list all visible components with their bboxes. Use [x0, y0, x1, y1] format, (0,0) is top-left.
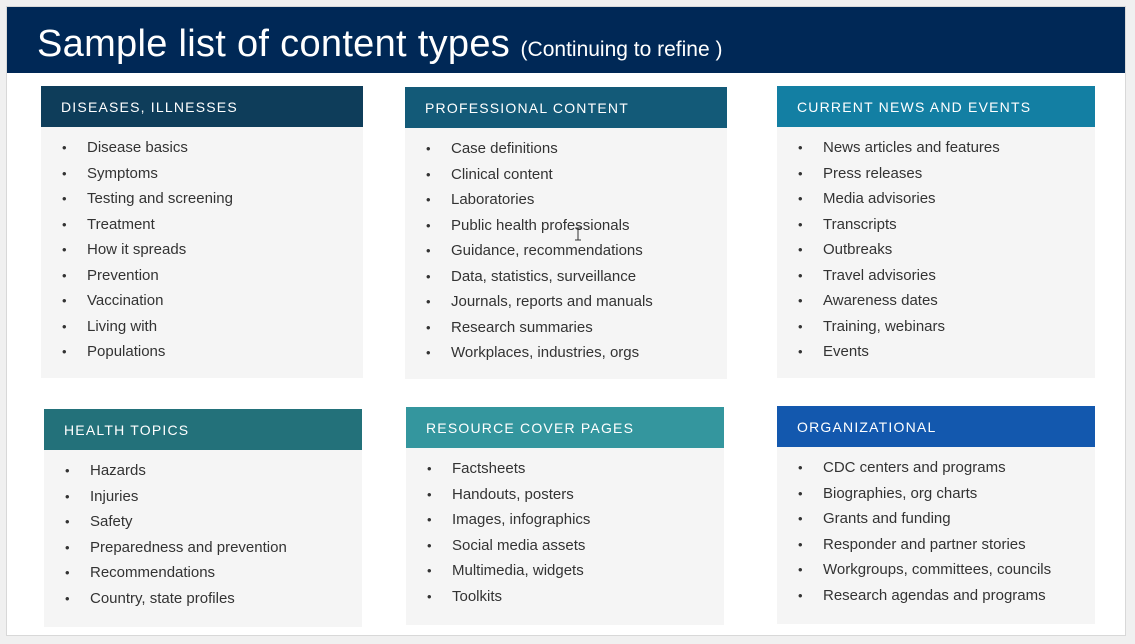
card-title-health-topics: HEALTH TOPICS [64, 421, 190, 438]
list-item-label: Biographies, org charts [823, 484, 978, 502]
card-header-news [777, 86, 1095, 127]
bullet-icon: • [62, 216, 67, 232]
list-item [405, 291, 727, 317]
bullet-icon: • [62, 344, 67, 359]
list-item [777, 239, 1095, 265]
list-item-label: Laboratories [451, 191, 535, 208]
bullet-icon: • [65, 539, 70, 555]
list-item [44, 486, 362, 512]
list-professional [405, 128, 727, 368]
list-item [44, 537, 362, 563]
bullet-icon: • [62, 293, 67, 308]
list-item-label: Responder and partner stories [823, 535, 1026, 553]
list-item-label: Preparedness and prevention [90, 538, 287, 556]
card-organizational [777, 406, 1095, 624]
bullet-icon: • [798, 140, 803, 155]
bullet-icon: • [62, 191, 67, 206]
list-item-label: Social media assets [452, 536, 586, 554]
list-item [777, 534, 1095, 560]
bullet-icon: • [65, 514, 70, 529]
card-header-diseases [41, 86, 363, 127]
bullet-icon: • [62, 165, 67, 181]
list-item-label: Hazards [90, 462, 146, 479]
list-item-label: Factsheets [452, 460, 526, 477]
list-item [777, 137, 1095, 163]
card-header-professional [405, 87, 727, 128]
list-item [777, 559, 1095, 585]
list-item-label: Recommendations [90, 564, 216, 581]
list-item [405, 189, 727, 215]
title-bar [7, 7, 1126, 73]
bullet-icon: • [62, 318, 67, 334]
bullet-icon: • [798, 536, 803, 552]
card-resource [406, 407, 724, 625]
bullet-icon: • [798, 344, 803, 359]
card-header-health-topics [44, 409, 362, 450]
list-item-label: Toolkits [452, 587, 503, 605]
list-item-label: Events [823, 343, 869, 360]
bullet-icon: • [798, 242, 803, 257]
list-item [44, 562, 362, 588]
bullet-icon: • [62, 140, 67, 155]
list-item [405, 317, 727, 343]
bullet-icon: • [426, 345, 431, 360]
list-item-label: Country, state profiles [90, 589, 235, 607]
list-item-label: Multimedia, widgets [452, 562, 584, 579]
bullet-icon: • [426, 192, 431, 207]
list-item-label: News articles and features [823, 139, 1000, 156]
list-item [405, 240, 727, 266]
list-item [777, 290, 1095, 316]
bullet-icon: • [427, 512, 432, 527]
list-item [41, 341, 363, 367]
bullet-icon: • [798, 587, 803, 603]
list-item [406, 560, 724, 586]
card-news [777, 86, 1095, 378]
bullet-icon: • [426, 166, 431, 182]
list-item-label: Safety [90, 513, 133, 530]
list-item [777, 341, 1095, 367]
title-main: Sample list of content types [37, 23, 511, 65]
list-item [406, 509, 724, 535]
bullet-icon: • [798, 267, 803, 283]
card-professional [405, 87, 727, 379]
list-item-label: Clinical content [451, 165, 553, 183]
list-item [406, 586, 724, 612]
list-item-label: Workgroups, committees, councils [823, 561, 1052, 578]
list-item-label: Training, webinars [823, 317, 945, 335]
bullet-icon: • [798, 293, 803, 308]
card-health-topics [44, 409, 362, 627]
list-diseases [41, 127, 363, 367]
list-item-label: Guidance, recommendations [451, 242, 643, 259]
bullet-icon: • [798, 460, 803, 475]
bullet-icon: • [798, 562, 803, 577]
list-item [406, 535, 724, 561]
bullet-icon: • [65, 463, 70, 478]
list-item [41, 214, 363, 240]
list-item-label: Testing and screening [87, 190, 233, 207]
list-item-label: Outbreaks [823, 241, 893, 258]
bullet-icon: • [426, 141, 431, 156]
list-item-label: Travel advisories [823, 266, 936, 284]
bullet-icon: • [62, 267, 67, 283]
list-item [41, 188, 363, 214]
bullet-icon: • [427, 486, 432, 502]
list-item-label: Handouts, posters [452, 485, 574, 503]
text-cursor-icon [574, 227, 582, 241]
list-item [44, 511, 362, 537]
list-item-label: How it spreads [87, 241, 187, 258]
list-item-label: Injuries [90, 487, 139, 505]
list-organizational [777, 447, 1095, 610]
list-item-label: Case definitions [451, 140, 558, 157]
list-item-label: Vaccination [87, 292, 164, 309]
list-item-label: Media advisories [823, 190, 936, 207]
list-item-label: Press releases [823, 164, 923, 182]
list-item [777, 585, 1095, 611]
list-item [777, 316, 1095, 342]
list-item [41, 239, 363, 265]
list-item-label: Research agendas and programs [823, 586, 1046, 604]
bullet-icon: • [798, 511, 803, 526]
list-item-label: Journals, reports and manuals [451, 293, 653, 310]
list-item-label: Living with [87, 317, 158, 335]
card-title-organizational: ORGANIZATIONAL [797, 418, 937, 435]
list-item-label: Populations [87, 343, 166, 360]
list-item [41, 137, 363, 163]
bullet-icon: • [62, 242, 67, 257]
slide [6, 6, 1126, 636]
list-item [41, 163, 363, 189]
list-item-label: Awareness dates [823, 292, 938, 309]
list-item [405, 164, 727, 190]
list-item-label: Data, statistics, surveillance [451, 267, 637, 285]
list-item-label: Prevention [87, 266, 159, 284]
list-item [405, 138, 727, 164]
list-item [405, 215, 727, 241]
bullet-icon: • [798, 318, 803, 334]
bullet-icon: • [65, 565, 70, 580]
list-item [405, 266, 727, 292]
list-item-label: CDC centers and programs [823, 459, 1006, 476]
list-news [777, 127, 1095, 367]
list-item-label: Research summaries [451, 318, 593, 336]
bullet-icon: • [426, 319, 431, 335]
list-item [41, 265, 363, 291]
bullet-icon: • [427, 461, 432, 476]
bullet-icon: • [65, 488, 70, 504]
list-item-label: Disease basics [87, 139, 188, 156]
list-item [777, 457, 1095, 483]
list-item [777, 508, 1095, 534]
list-item [777, 163, 1095, 189]
list-item-label: Symptoms [87, 164, 158, 182]
list-item [777, 188, 1095, 214]
bullet-icon: • [426, 217, 431, 233]
list-item [406, 458, 724, 484]
bullet-icon: • [426, 294, 431, 309]
bullet-icon: • [426, 268, 431, 284]
list-item-label: Images, infographics [452, 511, 591, 528]
list-item [777, 265, 1095, 291]
bullet-icon: • [427, 588, 432, 604]
list-item-label: Transcripts [823, 215, 897, 233]
slide-title [37, 25, 723, 63]
card-title-resource: RESOURCE COVER PAGES [426, 419, 635, 436]
list-item-label: Grants and funding [823, 510, 951, 527]
card-header-resource [406, 407, 724, 448]
list-item-label: Treatment [87, 215, 155, 233]
list-item [777, 214, 1095, 240]
list-item [777, 483, 1095, 509]
bullet-icon: • [798, 165, 803, 181]
list-item-label: Public health professionals [451, 216, 630, 234]
card-title-professional: PROFESSIONAL CONTENT [425, 99, 629, 116]
list-health-topics [44, 450, 362, 613]
bullet-icon: • [798, 485, 803, 501]
list-item-label: Workplaces, industries, orgs [451, 344, 640, 361]
list-item [41, 316, 363, 342]
bullet-icon: • [798, 191, 803, 206]
list-item [44, 460, 362, 486]
bullet-icon: • [427, 563, 432, 578]
bullet-icon: • [426, 243, 431, 258]
list-item [44, 588, 362, 614]
bullet-icon: • [427, 537, 432, 553]
list-resource [406, 448, 724, 611]
card-diseases [41, 86, 363, 378]
card-header-organizational [777, 406, 1095, 447]
card-title-news: CURRENT NEWS AND EVENTS [797, 98, 1032, 115]
list-item [405, 342, 727, 368]
list-item [41, 290, 363, 316]
card-title-diseases: DISEASES, ILLNESSES [61, 98, 238, 115]
bullet-icon: • [798, 216, 803, 232]
list-item [406, 484, 724, 510]
bullet-icon: • [65, 590, 70, 606]
title-subtitle: (Continuing to refine ) [520, 38, 723, 61]
